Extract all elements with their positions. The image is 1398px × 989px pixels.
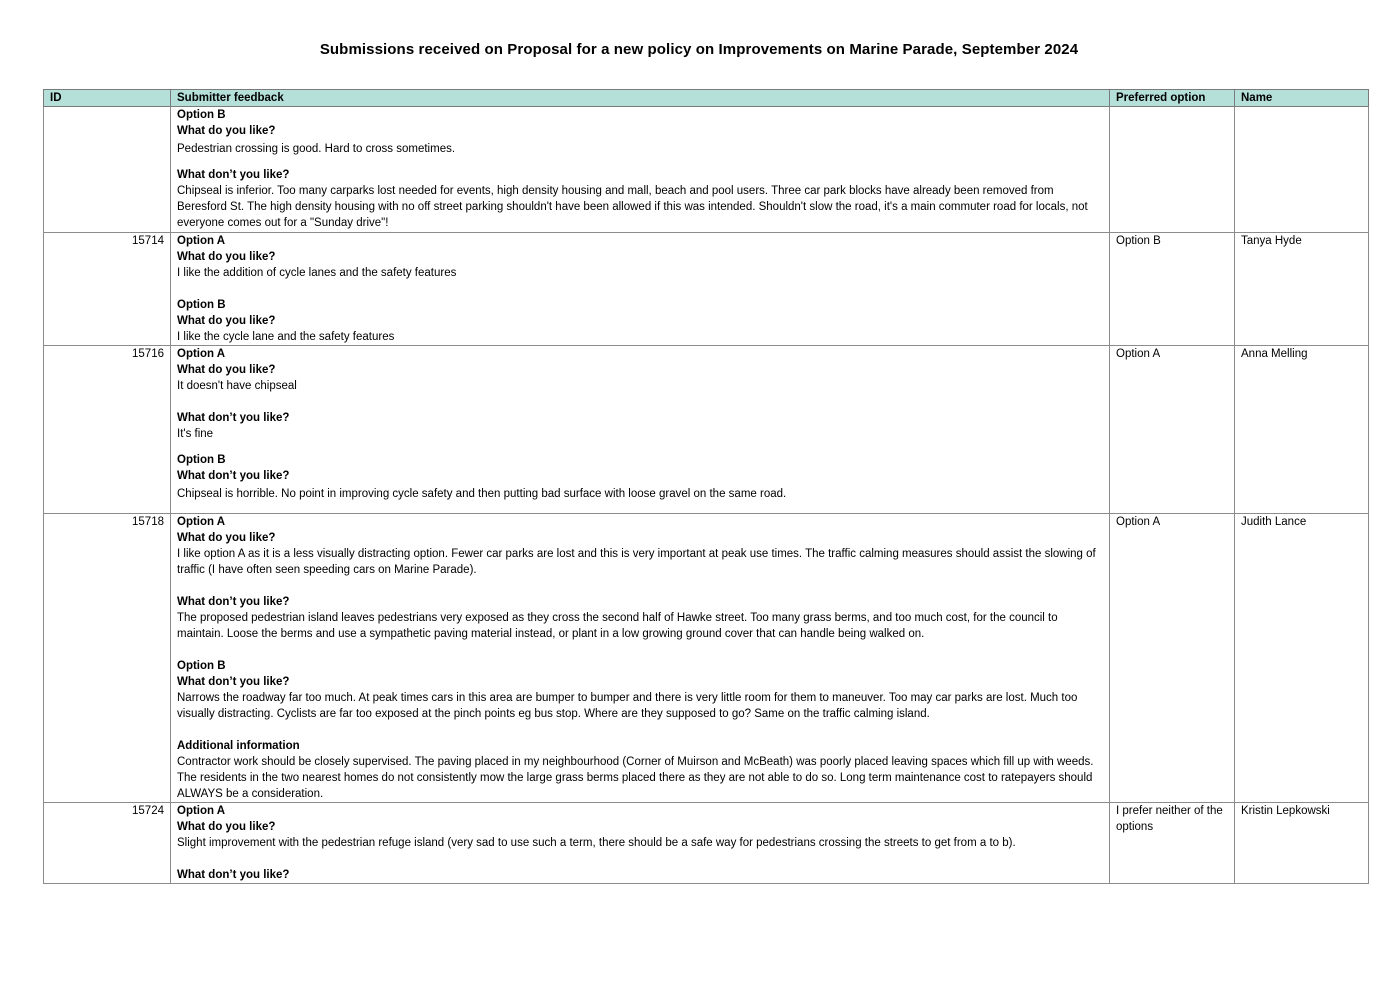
option-heading: Option A: [177, 516, 226, 528]
additional-information-heading: Additional information: [177, 740, 300, 752]
table-row: [44, 346, 1369, 514]
answer-text: Chipseal is inferior. Too many carparks lost needed for events, high density housing and mall, beach and pool users. Three car park blocks have already been removed from Beresford St. The high density housing with no off street parking shouldn't have been allowed if this was intended. Shouldn't slow the road, it's a main commuter road for locals, not everyone comes out for a "Sunday drive"!: [177, 185, 1088, 229]
submitter-feedback: [171, 107, 1110, 233]
preferred-option: Option B: [1110, 233, 1235, 346]
table-row: [44, 803, 1369, 884]
answer-text: Contractor work should be closely supervised. The paving placed in my neighbourhood (Corner of Muirson and McBeath) was poorly placed leaving spaces which fill up with weeds. The residents in the two nearest homes do not consistently mow the large grass berms placed there as they are not able to do so. Long term maintenance cost to ratepayers should ALWAYS be a consideration.: [177, 756, 1094, 800]
submitter-name: Judith Lance: [1235, 514, 1369, 803]
question-dislike: What don’t you like?: [177, 412, 290, 424]
question-dislike: What don’t you like?: [177, 470, 290, 482]
option-heading: Option A: [177, 805, 226, 817]
preferred-option: [1110, 107, 1235, 233]
answer-text: Narrows the roadway far too much. At peak times cars in this area are bumper to bumper and there is very little room for them to maneuver. Too may car parks are lost. Much too visually distracting. Cyclists are far too exposed at the pinch points eg bus stop. Where are they supposed to go? Same on the traffic calming island.: [177, 692, 1078, 720]
submitter-name: [1235, 107, 1369, 233]
submission-id: 15714: [44, 233, 171, 346]
option-heading: Option B: [177, 109, 226, 121]
question-like: What do you like?: [177, 532, 276, 544]
question-like: What do you like?: [177, 821, 276, 833]
submission-id: 15724: [44, 803, 171, 884]
question-like: What do you like?: [177, 125, 276, 137]
column-header-id: ID: [44, 90, 171, 107]
question-like: What do you like?: [177, 251, 276, 263]
question-like: What do you like?: [177, 315, 276, 327]
preferred-option: Option A: [1110, 346, 1235, 514]
question-dislike: What don’t you like?: [177, 676, 290, 688]
answer-text: I like the cycle lane and the safety features: [177, 331, 395, 343]
answer-text: I like the addition of cycle lanes and the safety features: [177, 267, 457, 279]
submissions-table: [43, 89, 1369, 884]
submission-id: 15716: [44, 346, 171, 514]
question-dislike: What don’t you like?: [177, 169, 290, 181]
option-heading: Option B: [177, 660, 226, 672]
question-dislike: What don’t you like?: [177, 596, 290, 608]
option-heading: Option A: [177, 235, 226, 247]
option-heading: Option A: [177, 348, 226, 360]
submitter-feedback: [171, 514, 1110, 803]
answer-text: Slight improvement with the pedestrian refuge island (very sad to use such a term, there should be a safe way for pedestrians crossing the streets to get from a to b).: [177, 837, 1016, 849]
submitter-feedback: [171, 233, 1110, 346]
document-title: Submissions received on Proposal for a new policy on Improvements on Marine Parade, September 2024: [319, 41, 1079, 58]
column-header-preferred-option: Preferred option: [1110, 90, 1235, 107]
table-row: [44, 514, 1369, 803]
submission-id: [44, 107, 171, 233]
column-header-name: Name: [1235, 90, 1369, 107]
submitter-name: Tanya Hyde: [1235, 233, 1369, 346]
answer-text: It doesn't have chipseal: [177, 380, 297, 392]
submitter-name: Anna Melling: [1235, 346, 1369, 514]
submitter-name: Kristin Lepkowski: [1235, 803, 1369, 884]
submitter-feedback: [171, 803, 1110, 884]
submitter-feedback: [171, 346, 1110, 514]
submission-id: 15718: [44, 514, 171, 803]
table-row: [44, 233, 1369, 346]
table-header-row: [44, 90, 1369, 107]
preferred-option: I prefer neither of the options: [1110, 803, 1235, 884]
preferred-option: Option A: [1110, 514, 1235, 803]
column-header-feedback: Submitter feedback: [171, 90, 1110, 107]
table-row: [44, 107, 1369, 233]
question-like: What do you like?: [177, 364, 276, 376]
answer-text: It's fine: [177, 428, 214, 440]
answer-text: I like option A as it is a less visually distracting option. Fewer car parks are lost and this is very important at peak use times. The traffic calming measures should assist the slowing of traffic (I have often seen speeding cars on Marine Parade).: [177, 548, 1096, 576]
answer-text: The proposed pedestrian island leaves pedestrians very exposed as they cross the second half of Hawke street. Too many grass berms, and too much cost, for the council to maintain. Loose the berms and use a sympathetic paving material instead, or plant in a low growing ground cover that can handle being walked on.: [177, 612, 1058, 640]
answer-text: Chipseal is horrible. No point in improving cycle safety and then putting bad surface with loose gravel on the same road.: [177, 488, 787, 500]
option-heading: Option B: [177, 454, 226, 466]
question-dislike: What don’t you like?: [177, 869, 290, 881]
option-heading: Option B: [177, 299, 226, 311]
answer-text: Pedestrian crossing is good. Hard to cross sometimes.: [177, 143, 456, 155]
